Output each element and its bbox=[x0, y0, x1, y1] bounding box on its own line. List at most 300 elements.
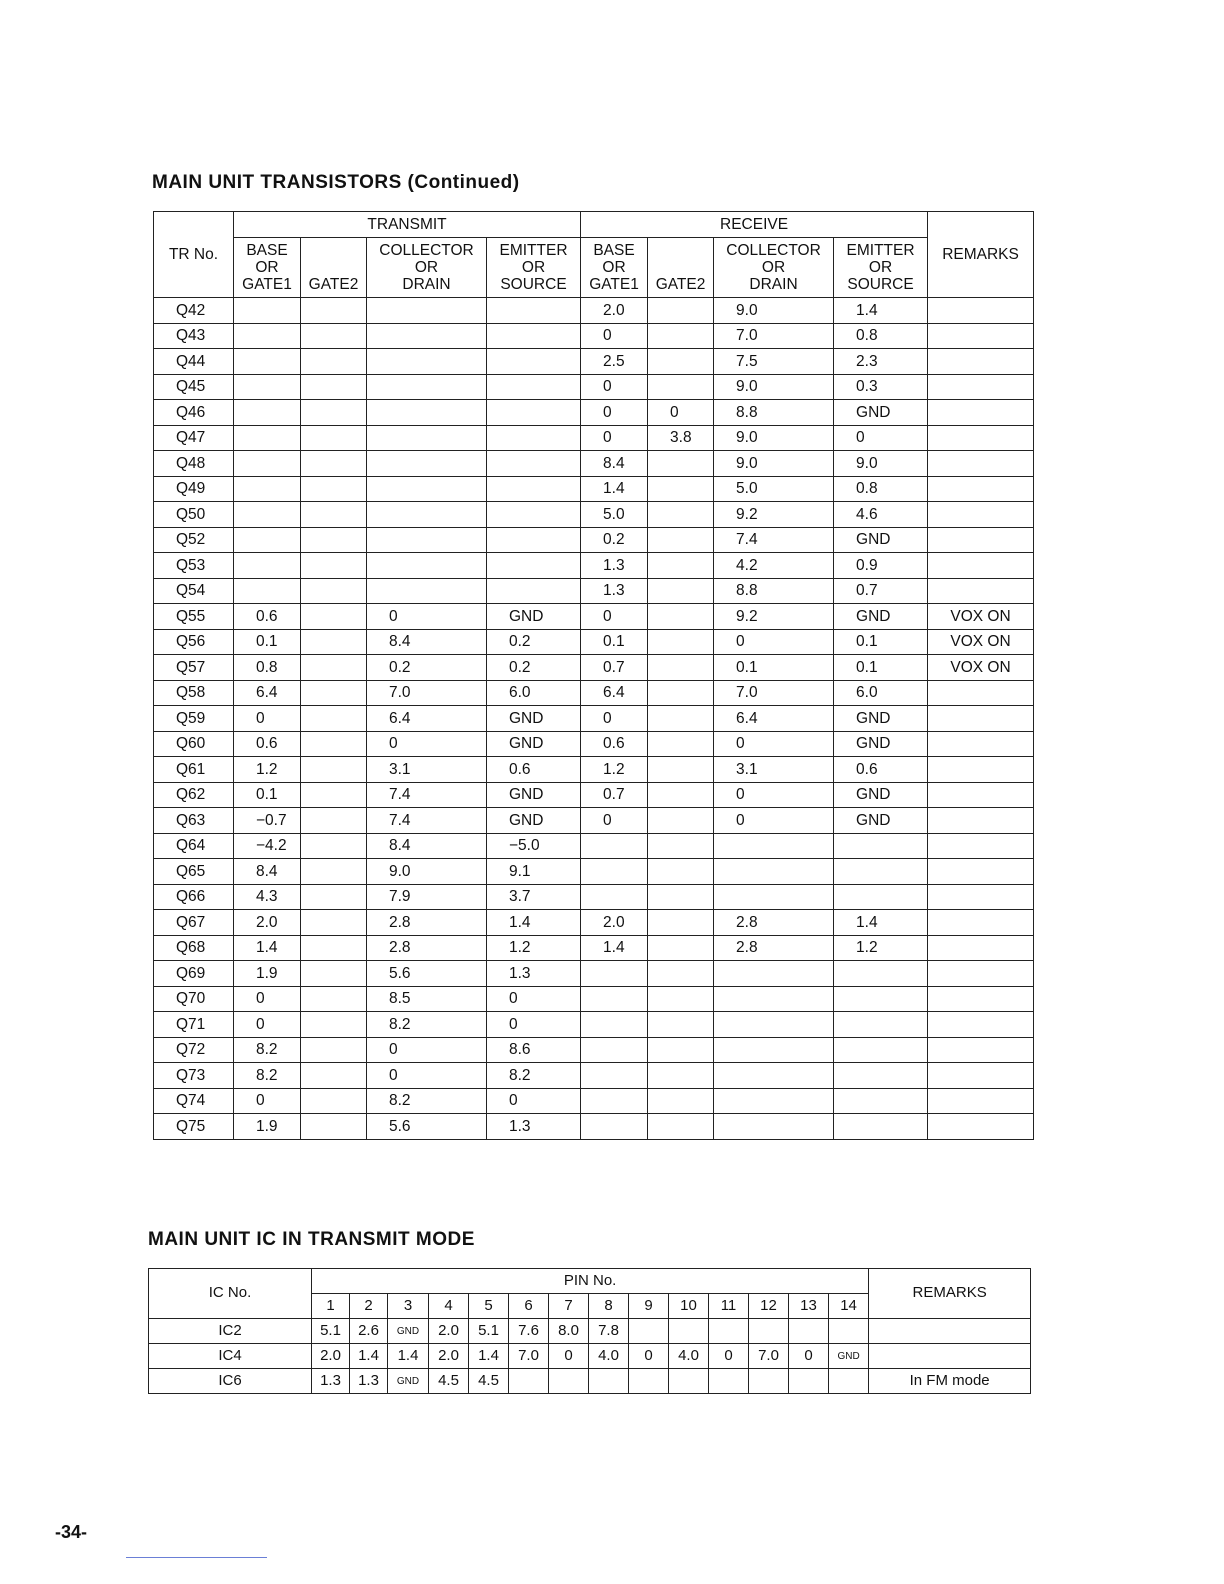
remarks-cell bbox=[928, 1114, 1034, 1140]
receive-header: RECEIVE bbox=[581, 212, 928, 238]
voltage-cell: 0.6 bbox=[834, 757, 928, 783]
pin-number-header: 8 bbox=[589, 1294, 629, 1319]
voltage-cell bbox=[234, 298, 301, 324]
voltage-cell: GND bbox=[834, 400, 928, 426]
voltage-cell bbox=[487, 527, 581, 553]
tr-no-cell: Q73 bbox=[154, 1063, 234, 1089]
voltage-cell bbox=[234, 527, 301, 553]
voltage-cell: 8.2 bbox=[487, 1063, 581, 1089]
tr-no-cell: Q65 bbox=[154, 859, 234, 885]
voltage-cell: 0.1 bbox=[234, 782, 301, 808]
transistor-voltage-table bbox=[153, 211, 1034, 1140]
voltage-cell bbox=[301, 349, 367, 375]
voltage-cell: 0.1 bbox=[581, 629, 648, 655]
pin-voltage-cell bbox=[549, 1369, 589, 1394]
remarks-cell bbox=[928, 451, 1034, 477]
voltage-cell bbox=[367, 400, 487, 426]
pin-voltage-cell: 5.1 bbox=[469, 1319, 509, 1344]
voltage-cell bbox=[234, 323, 301, 349]
voltage-cell: 2.8 bbox=[367, 935, 487, 961]
voltage-cell: 3.8 bbox=[648, 425, 714, 451]
voltage-cell bbox=[648, 706, 714, 732]
voltage-cell: 0.2 bbox=[487, 655, 581, 681]
voltage-cell: GND bbox=[487, 731, 581, 757]
voltage-cell: 0.1 bbox=[834, 655, 928, 681]
voltage-cell bbox=[834, 1088, 928, 1114]
voltage-cell: 0 bbox=[581, 400, 648, 426]
voltage-cell bbox=[367, 374, 487, 400]
voltage-cell bbox=[301, 986, 367, 1012]
voltage-cell bbox=[487, 476, 581, 502]
voltage-cell: 1.3 bbox=[581, 578, 648, 604]
pin-no-header: PIN No. bbox=[312, 1269, 869, 1294]
table-row bbox=[154, 961, 1034, 987]
pin-voltage-cell bbox=[829, 1319, 869, 1344]
voltage-cell bbox=[367, 476, 487, 502]
tr-no-cell: Q53 bbox=[154, 553, 234, 579]
voltage-cell bbox=[834, 961, 928, 987]
pin-voltage-cell: GND bbox=[388, 1369, 429, 1394]
voltage-cell bbox=[301, 859, 367, 885]
voltage-cell bbox=[714, 1012, 834, 1038]
table-row bbox=[154, 757, 1034, 783]
tr-no-cell: Q47 bbox=[154, 425, 234, 451]
voltage-cell bbox=[301, 374, 367, 400]
voltage-cell: 4.6 bbox=[834, 502, 928, 528]
pin-voltage-cell bbox=[749, 1319, 789, 1344]
tr-no-cell: Q62 bbox=[154, 782, 234, 808]
voltage-cell bbox=[301, 502, 367, 528]
remarks-cell bbox=[928, 833, 1034, 859]
voltage-cell bbox=[648, 298, 714, 324]
voltage-cell bbox=[714, 1088, 834, 1114]
voltage-cell bbox=[487, 553, 581, 579]
tr-no-cell: Q70 bbox=[154, 986, 234, 1012]
voltage-cell bbox=[301, 1012, 367, 1038]
footer-rule bbox=[126, 1557, 267, 1558]
voltage-cell: 1.4 bbox=[834, 910, 928, 936]
voltage-cell: 0 bbox=[367, 1037, 487, 1063]
voltage-cell: 0 bbox=[487, 1012, 581, 1038]
remarks-cell bbox=[928, 680, 1034, 706]
table-row bbox=[154, 808, 1034, 834]
table-row bbox=[154, 1063, 1034, 1089]
voltage-cell bbox=[648, 1012, 714, 1038]
voltage-cell bbox=[648, 655, 714, 681]
voltage-cell: 1.3 bbox=[487, 1114, 581, 1140]
voltage-cell: 4.2 bbox=[714, 553, 834, 579]
voltage-cell: −5.0 bbox=[487, 833, 581, 859]
table-row bbox=[154, 349, 1034, 375]
tr-no-cell: Q45 bbox=[154, 374, 234, 400]
voltage-cell bbox=[714, 1063, 834, 1089]
table-row bbox=[154, 986, 1034, 1012]
voltage-cell: 1.2 bbox=[487, 935, 581, 961]
voltage-cell bbox=[581, 859, 648, 885]
voltage-cell: GND bbox=[834, 706, 928, 732]
tx-collector-header: COLLECTOR OR DRAIN bbox=[367, 238, 487, 298]
voltage-cell bbox=[648, 502, 714, 528]
remarks-header: REMARKS bbox=[928, 212, 1034, 298]
voltage-cell bbox=[301, 1063, 367, 1089]
voltage-cell bbox=[648, 833, 714, 859]
remarks-cell bbox=[928, 910, 1034, 936]
voltage-cell: 0.2 bbox=[581, 527, 648, 553]
rx-gate2-header: GATE2 bbox=[648, 238, 714, 298]
voltage-cell: 0.8 bbox=[234, 655, 301, 681]
table-row bbox=[154, 451, 1034, 477]
table-row bbox=[154, 425, 1034, 451]
pin-number-header: 14 bbox=[829, 1294, 869, 1319]
voltage-cell: 0.6 bbox=[234, 731, 301, 757]
pin-number-header: 9 bbox=[629, 1294, 669, 1319]
table-row bbox=[154, 553, 1034, 579]
tr-no-cell: Q74 bbox=[154, 1088, 234, 1114]
voltage-cell bbox=[301, 298, 367, 324]
voltage-cell bbox=[301, 323, 367, 349]
pin-number-header: 13 bbox=[789, 1294, 829, 1319]
voltage-cell: 8.8 bbox=[714, 400, 834, 426]
ic-remarks-cell bbox=[869, 1344, 1031, 1369]
remarks-cell bbox=[928, 731, 1034, 757]
voltage-cell: 9.0 bbox=[714, 298, 834, 324]
voltage-cell: 5.0 bbox=[581, 502, 648, 528]
voltage-cell bbox=[301, 1037, 367, 1063]
table-row bbox=[154, 400, 1034, 426]
voltage-cell bbox=[487, 502, 581, 528]
voltage-cell: 1.9 bbox=[234, 1114, 301, 1140]
voltage-cell bbox=[834, 1012, 928, 1038]
voltage-cell: 0.2 bbox=[487, 629, 581, 655]
voltage-cell bbox=[648, 527, 714, 553]
voltage-cell: 1.4 bbox=[581, 476, 648, 502]
tr-no-cell: Q69 bbox=[154, 961, 234, 987]
voltage-cell bbox=[301, 884, 367, 910]
voltage-cell: 7.0 bbox=[714, 680, 834, 706]
pin-voltage-cell bbox=[669, 1319, 709, 1344]
voltage-cell bbox=[648, 808, 714, 834]
tr-no-cell: Q63 bbox=[154, 808, 234, 834]
pin-voltage-cell: 1.4 bbox=[350, 1344, 388, 1369]
voltage-cell bbox=[234, 425, 301, 451]
voltage-cell bbox=[301, 833, 367, 859]
table-row bbox=[154, 374, 1034, 400]
tr-no-header: TR No. bbox=[154, 212, 234, 298]
table-row bbox=[149, 1369, 1031, 1394]
ic-remarks-cell: In FM mode bbox=[869, 1369, 1031, 1394]
table-row bbox=[149, 1344, 1031, 1369]
voltage-cell bbox=[487, 400, 581, 426]
voltage-cell: 0 bbox=[581, 323, 648, 349]
voltage-cell bbox=[487, 349, 581, 375]
remarks-cell bbox=[928, 425, 1034, 451]
voltage-cell: −0.7 bbox=[234, 808, 301, 834]
rx-emitter-header: EMITTER OR SOURCE bbox=[834, 238, 928, 298]
voltage-cell bbox=[581, 884, 648, 910]
voltage-cell bbox=[648, 578, 714, 604]
voltage-cell bbox=[367, 323, 487, 349]
voltage-cell bbox=[234, 451, 301, 477]
pin-voltage-cell: 8.0 bbox=[549, 1319, 589, 1344]
table-row bbox=[154, 680, 1034, 706]
voltage-cell: 7.4 bbox=[367, 782, 487, 808]
table-row bbox=[154, 731, 1034, 757]
pin-voltage-cell: 1.4 bbox=[388, 1344, 429, 1369]
voltage-cell: GND bbox=[834, 782, 928, 808]
pin-voltage-cell: 4.0 bbox=[669, 1344, 709, 1369]
tr-no-cell: Q67 bbox=[154, 910, 234, 936]
remarks-cell bbox=[928, 1012, 1034, 1038]
voltage-cell: GND bbox=[487, 604, 581, 630]
voltage-cell bbox=[301, 706, 367, 732]
voltage-cell: 7.0 bbox=[367, 680, 487, 706]
table-row bbox=[154, 706, 1034, 732]
remarks-cell bbox=[928, 578, 1034, 604]
voltage-cell: 0 bbox=[581, 706, 648, 732]
voltage-cell: 3.1 bbox=[714, 757, 834, 783]
rx-collector-header: COLLECTOR OR DRAIN bbox=[714, 238, 834, 298]
voltage-cell bbox=[648, 629, 714, 655]
voltage-cell bbox=[301, 451, 367, 477]
voltage-cell: 9.1 bbox=[487, 859, 581, 885]
voltage-cell: 0.1 bbox=[834, 629, 928, 655]
voltage-cell bbox=[234, 578, 301, 604]
voltage-cell bbox=[648, 731, 714, 757]
table-row bbox=[149, 1319, 1031, 1344]
voltage-cell: 0 bbox=[487, 1088, 581, 1114]
voltage-cell bbox=[714, 1114, 834, 1140]
tr-no-cell: Q48 bbox=[154, 451, 234, 477]
tr-no-cell: Q59 bbox=[154, 706, 234, 732]
voltage-cell: 5.6 bbox=[367, 961, 487, 987]
voltage-cell: GND bbox=[834, 604, 928, 630]
voltage-cell: 6.4 bbox=[367, 706, 487, 732]
voltage-cell bbox=[648, 910, 714, 936]
voltage-cell: 1.3 bbox=[581, 553, 648, 579]
voltage-cell bbox=[714, 986, 834, 1012]
voltage-cell: 8.5 bbox=[367, 986, 487, 1012]
tr-no-cell: Q72 bbox=[154, 1037, 234, 1063]
voltage-cell bbox=[487, 298, 581, 324]
voltage-cell bbox=[234, 400, 301, 426]
voltage-cell bbox=[301, 578, 367, 604]
remarks-cell bbox=[928, 374, 1034, 400]
pin-voltage-cell bbox=[629, 1369, 669, 1394]
voltage-cell: 9.0 bbox=[834, 451, 928, 477]
remarks-cell bbox=[928, 476, 1034, 502]
table-row bbox=[154, 1012, 1034, 1038]
remarks-cell bbox=[928, 706, 1034, 732]
voltage-cell bbox=[367, 349, 487, 375]
voltage-cell: 6.0 bbox=[487, 680, 581, 706]
table-row bbox=[154, 655, 1034, 681]
voltage-cell bbox=[648, 782, 714, 808]
pin-voltage-cell bbox=[709, 1319, 749, 1344]
voltage-cell: 0.9 bbox=[834, 553, 928, 579]
voltage-cell bbox=[714, 833, 834, 859]
voltage-cell bbox=[301, 553, 367, 579]
voltage-cell: 1.4 bbox=[581, 935, 648, 961]
voltage-cell bbox=[301, 655, 367, 681]
tr-no-cell: Q57 bbox=[154, 655, 234, 681]
voltage-cell: GND bbox=[834, 527, 928, 553]
voltage-cell: 1.2 bbox=[834, 935, 928, 961]
tr-no-cell: Q61 bbox=[154, 757, 234, 783]
voltage-cell bbox=[301, 757, 367, 783]
pin-voltage-cell bbox=[509, 1369, 549, 1394]
remarks-cell bbox=[928, 884, 1034, 910]
voltage-cell: 7.9 bbox=[367, 884, 487, 910]
voltage-cell: 2.8 bbox=[367, 910, 487, 936]
pin-voltage-cell bbox=[749, 1369, 789, 1394]
ic-no-cell: IC6 bbox=[149, 1369, 312, 1394]
pin-voltage-cell: 4.5 bbox=[429, 1369, 469, 1394]
pin-voltage-cell: 4.5 bbox=[469, 1369, 509, 1394]
voltage-cell bbox=[581, 1037, 648, 1063]
pin-voltage-cell: 1.3 bbox=[312, 1369, 350, 1394]
voltage-cell: 0 bbox=[581, 604, 648, 630]
voltage-cell: 8.2 bbox=[234, 1063, 301, 1089]
table-row bbox=[154, 578, 1034, 604]
tr-no-cell: Q43 bbox=[154, 323, 234, 349]
voltage-cell bbox=[234, 349, 301, 375]
voltage-cell: 8.4 bbox=[581, 451, 648, 477]
voltage-cell: 0 bbox=[714, 731, 834, 757]
voltage-cell: 0.7 bbox=[581, 655, 648, 681]
remarks-cell bbox=[928, 502, 1034, 528]
voltage-cell: 9.0 bbox=[714, 425, 834, 451]
voltage-cell: 8.2 bbox=[367, 1088, 487, 1114]
voltage-cell: 4.3 bbox=[234, 884, 301, 910]
voltage-cell bbox=[648, 884, 714, 910]
voltage-cell: 9.2 bbox=[714, 604, 834, 630]
voltage-cell bbox=[648, 1063, 714, 1089]
voltage-cell bbox=[301, 1114, 367, 1140]
voltage-cell: 0.1 bbox=[714, 655, 834, 681]
table-row bbox=[154, 910, 1034, 936]
tx-base-header: BASE OR GATE1 bbox=[234, 238, 301, 298]
voltage-cell bbox=[487, 578, 581, 604]
voltage-cell bbox=[367, 527, 487, 553]
tr-no-cell: Q55 bbox=[154, 604, 234, 630]
table-row bbox=[154, 1088, 1034, 1114]
ic-voltage-table bbox=[148, 1268, 1031, 1394]
voltage-cell: 1.2 bbox=[234, 757, 301, 783]
voltage-cell bbox=[301, 961, 367, 987]
voltage-cell: 0 bbox=[234, 1012, 301, 1038]
tx-emitter-header: EMITTER OR SOURCE bbox=[487, 238, 581, 298]
pin-voltage-cell bbox=[669, 1369, 709, 1394]
voltage-cell: 9.0 bbox=[714, 451, 834, 477]
voltage-cell: 1.4 bbox=[487, 910, 581, 936]
pin-voltage-cell: 2.0 bbox=[429, 1344, 469, 1369]
voltage-cell: 6.0 bbox=[834, 680, 928, 706]
voltage-cell bbox=[301, 680, 367, 706]
voltage-cell bbox=[834, 859, 928, 885]
voltage-cell: 0.6 bbox=[487, 757, 581, 783]
voltage-cell: 3.1 bbox=[367, 757, 487, 783]
voltage-cell bbox=[834, 884, 928, 910]
pin-voltage-cell: GND bbox=[829, 1344, 869, 1369]
voltage-cell: 8.2 bbox=[234, 1037, 301, 1063]
pin-voltage-cell: 7.6 bbox=[509, 1319, 549, 1344]
voltage-cell bbox=[301, 629, 367, 655]
voltage-cell: 7.4 bbox=[714, 527, 834, 553]
voltage-cell: 0 bbox=[234, 706, 301, 732]
tr-no-cell: Q44 bbox=[154, 349, 234, 375]
table-row bbox=[154, 323, 1034, 349]
voltage-cell bbox=[648, 1114, 714, 1140]
remarks-cell bbox=[928, 553, 1034, 579]
pin-voltage-cell bbox=[629, 1319, 669, 1344]
tr-no-cell: Q64 bbox=[154, 833, 234, 859]
page-number: -34- bbox=[55, 1522, 88, 1542]
tr-no-cell: Q58 bbox=[154, 680, 234, 706]
voltage-cell bbox=[301, 604, 367, 630]
remarks-cell bbox=[928, 935, 1034, 961]
table-row bbox=[154, 1114, 1034, 1140]
remarks-cell bbox=[928, 808, 1034, 834]
pin-voltage-cell: 2.0 bbox=[312, 1344, 350, 1369]
remarks-cell: VOX ON bbox=[928, 604, 1034, 630]
voltage-cell: 8.8 bbox=[714, 578, 834, 604]
table-row bbox=[154, 884, 1034, 910]
remarks-cell bbox=[928, 782, 1034, 808]
table-row bbox=[154, 476, 1034, 502]
voltage-cell: 9.2 bbox=[714, 502, 834, 528]
tx-gate2-header: GATE2 bbox=[301, 238, 367, 298]
ic-remarks-header: REMARKS bbox=[869, 1269, 1031, 1319]
voltage-cell bbox=[301, 527, 367, 553]
voltage-cell bbox=[581, 1012, 648, 1038]
voltage-cell: 0.6 bbox=[234, 604, 301, 630]
voltage-cell: 8.4 bbox=[367, 833, 487, 859]
voltage-cell bbox=[648, 604, 714, 630]
voltage-cell bbox=[581, 961, 648, 987]
voltage-cell bbox=[301, 731, 367, 757]
voltage-cell bbox=[648, 961, 714, 987]
voltage-cell bbox=[234, 553, 301, 579]
voltage-cell: 5.6 bbox=[367, 1114, 487, 1140]
voltage-cell bbox=[581, 1063, 648, 1089]
voltage-cell: 5.0 bbox=[714, 476, 834, 502]
pin-voltage-cell: 0 bbox=[789, 1344, 829, 1369]
voltage-cell bbox=[714, 859, 834, 885]
ic-remarks-cell bbox=[869, 1319, 1031, 1344]
voltage-cell bbox=[834, 833, 928, 859]
table-row bbox=[154, 298, 1034, 324]
remarks-cell: VOX ON bbox=[928, 629, 1034, 655]
tr-no-cell: Q68 bbox=[154, 935, 234, 961]
tr-no-cell: Q54 bbox=[154, 578, 234, 604]
pin-voltage-cell: 1.3 bbox=[350, 1369, 388, 1394]
voltage-cell: GND bbox=[487, 808, 581, 834]
voltage-cell bbox=[234, 502, 301, 528]
voltage-cell: 2.0 bbox=[234, 910, 301, 936]
pin-number-header: 1 bbox=[312, 1294, 350, 1319]
tr-no-cell: Q56 bbox=[154, 629, 234, 655]
voltage-cell bbox=[648, 349, 714, 375]
remarks-cell bbox=[928, 298, 1034, 324]
pin-number-header: 7 bbox=[549, 1294, 589, 1319]
voltage-cell: 8.2 bbox=[367, 1012, 487, 1038]
voltage-cell bbox=[581, 1088, 648, 1114]
voltage-cell: 6.4 bbox=[581, 680, 648, 706]
voltage-cell bbox=[301, 808, 367, 834]
remarks-cell bbox=[928, 400, 1034, 426]
pin-voltage-cell: 7.8 bbox=[589, 1319, 629, 1344]
voltage-cell bbox=[834, 986, 928, 1012]
